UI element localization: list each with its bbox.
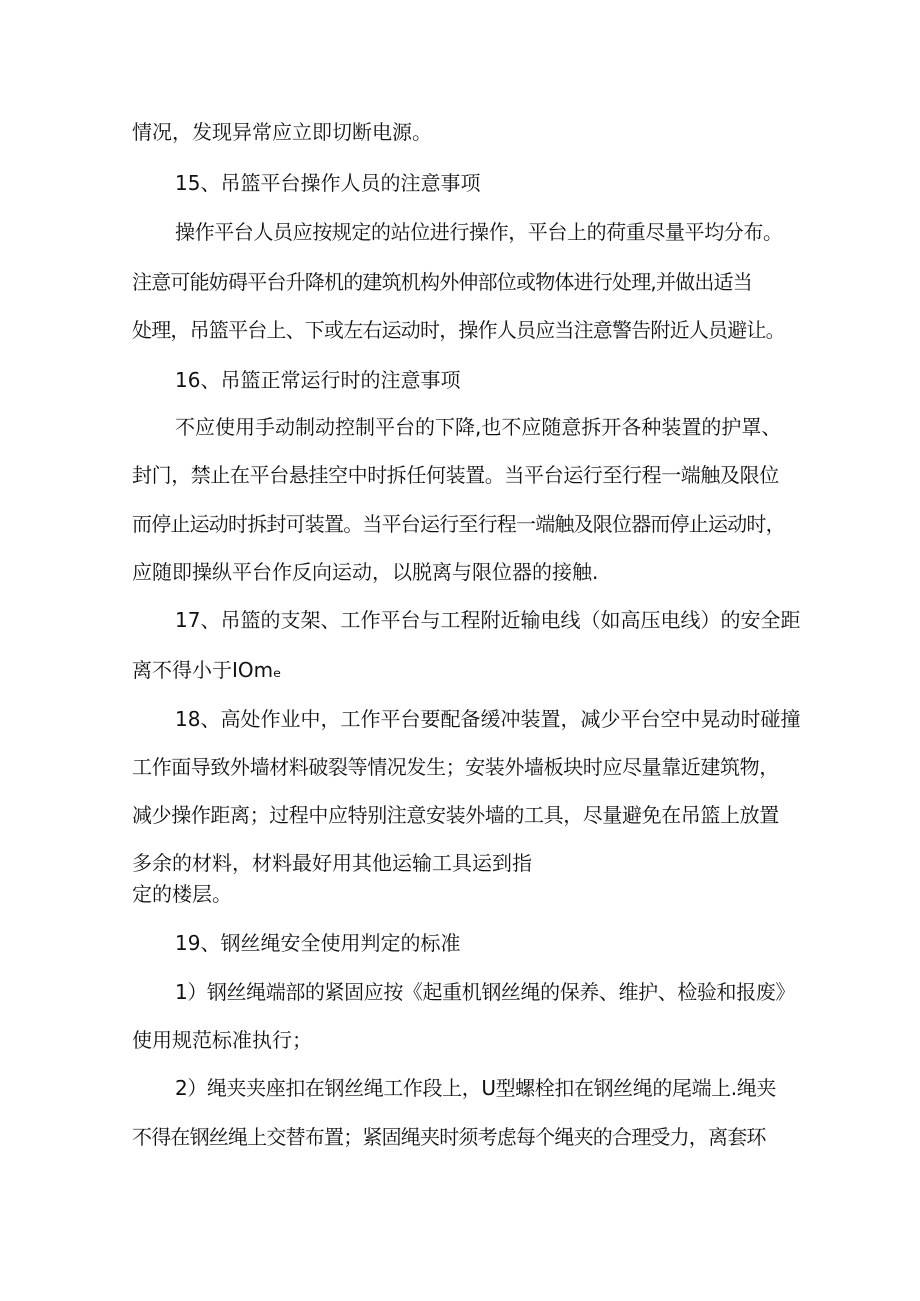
text-line: 减少操作距离；过程中应特别注意安装外墙的工具，尽量避免在吊篮上放置: [132, 803, 779, 827]
text-line: 应随即操纵平台作反向运动，以脱离与限位器的接触.: [132, 560, 599, 584]
text-line: 处理，吊篮平台上、下或左右运动时，操作人员应当注意警告附近人员避让。: [132, 318, 785, 342]
text-line: 封门，禁止在平台悬挂空中时拆任何装置。当平台运行至行程一端触及限位: [132, 463, 779, 487]
section-heading-17: 17、吊篮的支架、工作平台与工程附近输电线（如高压电线）的安全距: [175, 608, 801, 632]
section-heading-18: 18、高处作业中，工作平台要配备缓冲装置，减少平台空中晃动时碰撞: [175, 707, 801, 731]
section-heading-16: 16、吊篮正常运行时的注意事项: [175, 368, 461, 392]
text-line: 不得在钢丝绳上交替布置；紧固绳夹时须考虑每个绳夹的合理受力，离套环: [132, 1125, 766, 1149]
text-line: 工作面导致外墙材料破裂等情况发生；安装外墙板块时应尽量靠近建筑物，: [132, 755, 779, 779]
text-line: 使用规范标准执行；: [132, 1028, 312, 1052]
section-heading-19: 19、钢丝绳安全使用判定的标准: [175, 931, 461, 955]
text-line: 2）绳夹夹座扣在钢丝绳工作段上，U型螺栓扣在钢丝绳的尾端上.绳夹: [175, 1076, 776, 1100]
text-line: 情况，发现异常应立即切断电源。: [132, 120, 432, 144]
section-heading-15: 15、吊篮平台操作人员的注意事项: [175, 171, 481, 195]
text-line: 不应使用手动制动控制平台的下降,也不应随意拆开各种装置的护罩、: [175, 415, 782, 439]
text-line: 操作平台人员应按规定的站位进行操作，平台上的荷重尽量平均分布。: [175, 220, 783, 244]
text-line: 离不得小于IOmₑ: [132, 658, 282, 682]
text-line: 多余的材料，材料最好用其他运输工具运到指: [132, 851, 532, 875]
text-line: 而停止运动时拆封可装置。当平台运行至行程一端触及限位器而停止运动时，: [132, 512, 785, 536]
text-line: 定的楼层。: [132, 882, 232, 906]
text-line: 注意可能妨碍平台升降机的建筑机构外伸部位或物体进行处理,并做出适当: [132, 270, 752, 294]
text-line: 1）钢丝绳端部的紧固应按《起重机钢丝绳的保养、维护、检验和报废》: [175, 980, 795, 1004]
